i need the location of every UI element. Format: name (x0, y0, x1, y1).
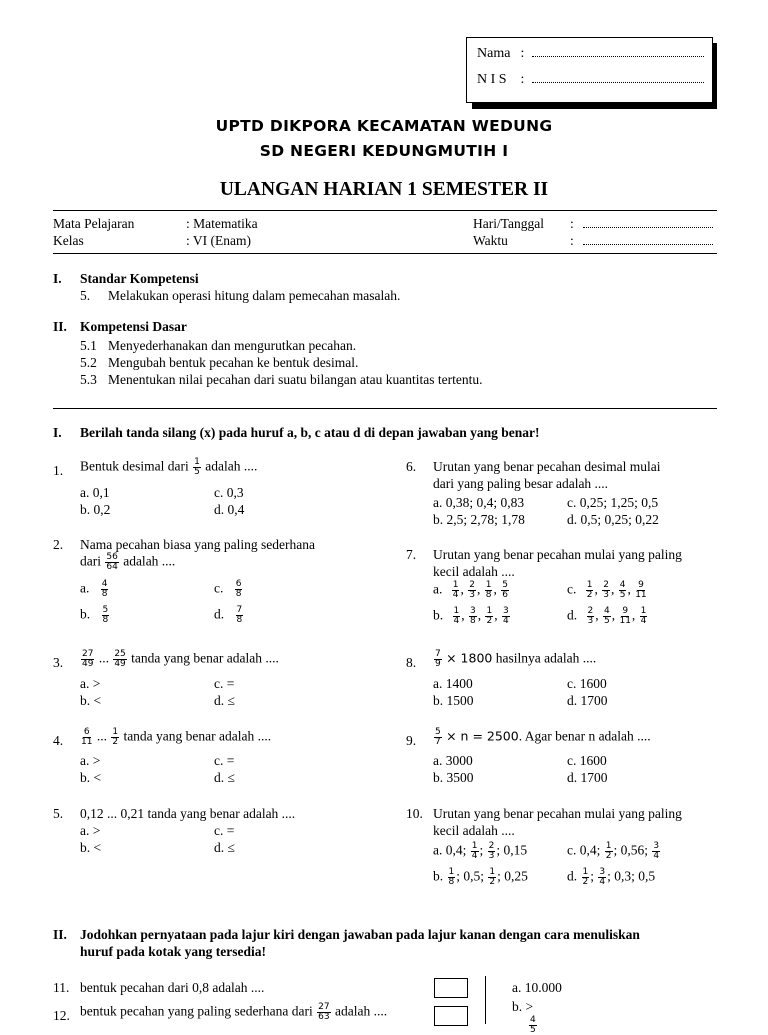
numerator: 2 (469, 580, 475, 590)
denominator: 64 (106, 562, 118, 572)
numerator: 1 (194, 457, 200, 467)
numerator: 1 (586, 580, 593, 590)
time-field[interactable] (583, 244, 713, 245)
q4-option-b[interactable]: b. < (80, 770, 102, 785)
answer-box-11[interactable] (434, 978, 468, 998)
q1-fraction (193, 458, 201, 477)
numerator: 1 (486, 606, 493, 616)
denominator: 4 (599, 877, 606, 887)
numerator: 5 (102, 605, 109, 615)
numerator: 56 (106, 552, 118, 562)
q6-option-a[interactable]: a. 0,38; 0,4; 0,83 (433, 495, 525, 510)
option-fraction (598, 868, 606, 887)
numerator: 7 (236, 605, 243, 615)
class-value: : VI (Enam) (186, 233, 251, 248)
q7-option-b[interactable]: b. $\frac{1}{4}$ , $\frac{3}{8}$ , $\frac{1}{2}$ , $\frac{3}{4}$ (433, 606, 509, 626)
q3-option-b[interactable]: b. < (80, 693, 102, 708)
kd-item-text: Menentukan nilai pecahan dari suatu bilangan atau kuantitas tertentu. (108, 372, 483, 387)
q9-fraction (434, 728, 442, 747)
q1-stem (80, 458, 257, 477)
q4-option-a[interactable]: a. > (80, 753, 101, 768)
option-part: ; 0,56; (613, 842, 649, 858)
nis-field[interactable] (532, 82, 704, 83)
q3-post: tanda yang benar adalah .... (131, 650, 279, 666)
q11-num: 11. (53, 980, 70, 995)
q1-option-a[interactable]: a. 0,1 (80, 485, 110, 500)
q12-pre: bentuk pecahan yang paling sederhana dari (80, 1003, 313, 1019)
option-label: c. (567, 581, 577, 597)
q3-fraction-1 (81, 650, 94, 669)
q7-option-d[interactable]: d. $\frac{2}{3}$ , $\frac{4}{5}$ , $\frac{9}{11}$ , $\frac{1}{4}$ (567, 606, 647, 626)
name-row (477, 46, 704, 62)
name-colon: : (520, 46, 525, 61)
q8-num: 8. (406, 655, 417, 670)
divider-top (53, 210, 717, 211)
part2-line1: Jodohkan pernyataan pada lajur kiri dengan jawaban pada lajur kanan dengan cara menuliskan (80, 927, 640, 942)
numerator: 1 (582, 867, 589, 877)
kd-item-text: Mengubah bentuk pecahan ke bentuk desimal. (108, 355, 359, 370)
divider-info (53, 253, 717, 254)
option-label: a. (433, 581, 443, 597)
numerator: 1 (471, 841, 478, 851)
numerator: 2 (488, 841, 495, 851)
q3-option-d[interactable]: d. ≤ (214, 693, 235, 708)
option-fraction (469, 607, 477, 626)
denominator: 9 (435, 659, 441, 669)
column-divider (485, 976, 486, 1024)
q1-option-b[interactable]: b. 0,2 (80, 502, 111, 517)
answer-b: b. > (512, 999, 534, 1014)
option-fraction (502, 607, 510, 626)
denominator: 8 (469, 616, 476, 626)
q6-option-c[interactable]: c. 0,25; 1,25; 0,5 (567, 495, 659, 510)
option-fraction (501, 581, 509, 600)
denominator: 4 (453, 616, 460, 626)
option-fraction (605, 842, 613, 861)
date-field[interactable] (583, 227, 713, 228)
time-row (570, 233, 713, 249)
q8-option-b[interactable]: b. 1500 (433, 693, 474, 708)
answer-box-12[interactable] (434, 1006, 468, 1026)
numerator: 1 (452, 580, 459, 590)
denominator: 4 (452, 590, 459, 600)
q7-line1: Urutan yang benar pecahan mulai yang paling (433, 547, 682, 562)
denominator: 11 (619, 616, 631, 626)
q7-line2: kecil adalah .... (433, 564, 515, 579)
q2-line1: Nama pecahan biasa yang paling sederhana (80, 537, 316, 552)
q4-post: tanda yang benar adalah .... (123, 728, 272, 744)
option-fraction (640, 607, 648, 626)
option-fraction (101, 580, 109, 599)
kd-item-text: Menyederhanakan dan mengurutkan pecahan. (108, 338, 357, 353)
numerator: 27 (82, 649, 94, 659)
option-fraction (468, 581, 476, 600)
q2-fraction (105, 553, 118, 572)
denominator: 63 (318, 1012, 330, 1022)
nis-colon: : (520, 72, 525, 87)
numerator: 7 (435, 649, 441, 659)
denominator: 11 (81, 737, 93, 747)
q9-option-a[interactable]: a. 3000 (433, 753, 473, 768)
q4-fraction-2 (111, 728, 119, 747)
numerator: 3 (469, 606, 476, 616)
q1-num: 1. (53, 463, 64, 478)
denominator: 5 (530, 1025, 536, 1035)
q9-option-c[interactable]: c. 1600 (567, 753, 607, 768)
denominator: 8 (235, 589, 242, 599)
q3-num: 3. (53, 655, 64, 670)
kd-item-num: 5.3 (80, 372, 97, 387)
part1-num: I. (53, 425, 62, 440)
q9-stem (433, 728, 651, 747)
identity-box (466, 37, 713, 103)
option-fraction (635, 581, 646, 600)
numerator: 9 (622, 606, 629, 616)
q9-num: 9. (406, 733, 417, 748)
denominator: 5 (194, 467, 200, 477)
subject-value: : Matematika (186, 216, 258, 231)
numerator: 3 (502, 606, 509, 616)
q8-stem (433, 650, 596, 669)
denominator: 4 (640, 616, 647, 626)
numerator: 6 (83, 727, 90, 737)
option-fraction (485, 581, 493, 600)
option-fraction (587, 607, 595, 626)
time-colon: : (570, 233, 574, 248)
q3-fraction-2 (113, 650, 126, 669)
q8-option-a[interactable]: a. 1400 (433, 676, 473, 691)
header-line2: SD NEGERI KEDUNGMUTIH I (259, 142, 509, 160)
q1-post: adalah .... (205, 458, 258, 474)
nis-row (477, 72, 704, 88)
q2-pre: dari (80, 553, 101, 569)
numerator: 1 (112, 727, 119, 737)
numerator: 1 (605, 841, 612, 851)
option-label: c. (214, 580, 224, 596)
q10-option-c[interactable] (567, 842, 661, 861)
q5-option-b[interactable]: b. < (80, 840, 102, 855)
denominator: 2 (605, 851, 612, 861)
q4-dots: ... (96, 728, 107, 744)
numerator: 1 (448, 867, 455, 877)
q11-text: bentuk pecahan dari 0,8 adalah .... (80, 980, 265, 995)
q1-option-d[interactable]: d. 0,4 (214, 502, 245, 517)
q10-line1: Urutan yang benar pecahan mulai yang paling (433, 806, 682, 821)
denominator: 8 (236, 615, 243, 625)
numerator: 6 (235, 579, 242, 589)
option-fraction (488, 842, 496, 861)
q1-option-c[interactable]: c. 0,3 (214, 485, 244, 500)
option-fraction (453, 607, 461, 626)
numerator: 4 (603, 606, 610, 616)
option-label: c. (567, 842, 577, 858)
numerator: 27 (318, 1002, 330, 1012)
option-fraction (452, 581, 460, 600)
q1-pre: Bentuk desimal dari (80, 458, 189, 474)
q10-option-a[interactable]: a. 0,4; $\frac{1}{4}$ ; $\frac{2}{3}$ ; 0,15 (433, 841, 528, 861)
option-part: ; 0,15 (496, 842, 528, 858)
q8-expression: × 1800 (446, 650, 493, 666)
option-fraction (471, 842, 479, 861)
numerator: 9 (638, 580, 644, 590)
q12-post: adalah .... (334, 1003, 388, 1019)
q7-num: 7. (406, 547, 417, 562)
numerator: 2 (587, 606, 594, 616)
denominator: 11 (635, 590, 647, 600)
q6-option-b[interactable]: b. 2,5; 2,78; 1,78 (433, 512, 525, 527)
kd-item-num: 5.2 (80, 355, 97, 370)
q7-option-c[interactable]: c. $\frac{1}{2}$ , $\frac{2}{3}$ , $\frac{4}{5}$ , $\frac{9}{11}$ (567, 580, 647, 600)
nis-label: N I S (477, 72, 507, 87)
q5-num: 5. (53, 806, 64, 821)
q2-num: 2. (53, 537, 64, 552)
denominator: 6 (502, 590, 508, 600)
denominator: 3 (603, 590, 609, 600)
q8-fraction (434, 650, 442, 669)
denominator: 7 (435, 737, 441, 747)
q2-option-d[interactable] (214, 606, 244, 625)
option-part: 0,4; (579, 842, 601, 858)
q4-fraction-1 (81, 728, 92, 747)
denominator: 2 (586, 590, 593, 600)
option-label: b. (433, 607, 444, 623)
denominator: 4 (502, 616, 509, 626)
q10-option-b[interactable] (433, 868, 528, 887)
sk-num: I. (53, 271, 62, 286)
option-fraction (102, 606, 110, 625)
header-line1: UPTD DIKPORA KECAMATAN WEDUNG (215, 117, 553, 135)
q8-post: hasilnya adalah .... (495, 650, 597, 666)
q12-fraction (317, 1003, 330, 1022)
denominator: 4 (653, 851, 660, 861)
q6-line2: dari yang paling besar adalah .... (433, 476, 609, 491)
numerator: 5 (435, 727, 441, 737)
q3-option-c[interactable]: c. = (214, 676, 235, 691)
date-colon: : (570, 216, 574, 231)
part2-line2: huruf pada kotak yang tersedia! (80, 944, 267, 959)
denominator: 5 (619, 590, 626, 600)
name-label: Nama (477, 46, 511, 61)
denominator: 4 (471, 851, 478, 861)
q8-option-d[interactable]: d. 1700 (567, 693, 608, 708)
option-part: ; 0,3; 0,5 (607, 868, 656, 884)
numerator: 4 (619, 580, 626, 590)
numerator: 1 (640, 606, 647, 616)
name-field[interactable] (532, 56, 704, 57)
option-label: a. (80, 580, 90, 596)
q5-option-a[interactable]: a. > (80, 823, 101, 838)
subject-label: Mata Pelajaran (53, 216, 135, 231)
denominator: 3 (469, 590, 475, 600)
answer-a: a. 10.000 (512, 980, 562, 995)
class-label: Kelas (53, 233, 84, 248)
q3-option-a[interactable]: a. > (80, 676, 101, 691)
kd-item-num: 5.1 (80, 338, 97, 353)
q8-option-c[interactable]: c. 1600 (567, 676, 607, 691)
option-fraction (448, 868, 456, 887)
option-fraction (619, 581, 627, 600)
sk-item-num: 5. (80, 288, 91, 303)
q10-line2: kecil adalah .... (433, 823, 515, 838)
date-row (570, 216, 713, 232)
time-label: Waktu (473, 233, 508, 248)
q4-num: 4. (53, 733, 64, 748)
q6-line1: Urutan yang benar pecahan desimal mulai (433, 459, 661, 474)
q10-option-d[interactable]: d. $\frac{1}{2}$ ; $\frac{3}{4}$ ; 0,3; 0,5 (567, 867, 656, 887)
denominator: 3 (587, 616, 594, 626)
option-label: d. (567, 868, 578, 884)
q9-expression: × n = 2500 (446, 728, 519, 744)
denominator: 49 (114, 659, 126, 669)
denominator: 8 (101, 589, 108, 599)
option-fraction (488, 868, 496, 887)
denominator: 3 (488, 851, 495, 861)
numerator: 1 (489, 867, 496, 877)
option-label: d. (214, 606, 225, 622)
q2-option-c[interactable] (214, 580, 243, 599)
q3-dots: ... (98, 650, 109, 666)
denominator: 2 (486, 616, 493, 626)
q9-option-b[interactable]: b. 3500 (433, 770, 474, 785)
q9-post: . Agar benar n adalah .... (518, 728, 651, 744)
option-fraction (602, 581, 610, 600)
numerator: 3 (653, 841, 660, 851)
sk-title: Standar Kompetensi (80, 271, 199, 286)
q2-option-a[interactable] (80, 580, 109, 599)
numerator: 3 (599, 867, 606, 877)
numerator: 1 (453, 606, 460, 616)
numerator: 2 (603, 580, 609, 590)
q2-option-b[interactable] (80, 606, 110, 625)
q4-stem (80, 728, 271, 747)
answer-fraction (529, 1016, 537, 1035)
option-fraction (652, 842, 660, 861)
q12-num: 12. (53, 1008, 70, 1023)
kd-num: II. (53, 319, 67, 334)
option-part: ; 0,25 (497, 868, 528, 884)
q3-stem (80, 650, 279, 669)
option-fraction (586, 581, 594, 600)
numerator: 4 (101, 579, 108, 589)
denominator: 2 (489, 877, 496, 887)
exam-title: ULANGAN HARIAN 1 SEMESTER II (219, 179, 549, 200)
kd-title: Kompetensi Dasar (80, 319, 187, 334)
q2-post: adalah .... (123, 553, 176, 569)
q4-option-d[interactable]: d. ≤ (214, 770, 235, 785)
numerator: 5 (502, 580, 508, 590)
q2-line2 (80, 553, 175, 572)
option-label: b. (433, 868, 444, 884)
q5-stem: 0,12 ... 0,21 tanda yang benar adalah .... (80, 806, 296, 821)
answer-c-fraction (528, 1016, 538, 1035)
option-fraction (582, 868, 590, 887)
q10-num: 10. (406, 806, 423, 821)
q5-option-d[interactable]: d. ≤ (214, 840, 235, 855)
q4-option-c[interactable]: c. = (214, 753, 235, 768)
q5-option-c[interactable]: c. = (214, 823, 235, 838)
option-fraction (619, 607, 630, 626)
option-part: 0,4; (445, 842, 467, 858)
option-label: d. (567, 607, 578, 623)
denominator: 8 (485, 590, 492, 600)
option-label: b. (80, 606, 91, 622)
option-fraction (236, 606, 244, 625)
q9-option-d[interactable]: d. 1700 (567, 770, 608, 785)
date-label: Hari/Tanggal (473, 216, 545, 231)
option-fraction (235, 580, 243, 599)
numerator: 25 (114, 649, 126, 659)
numerator: 4 (530, 1015, 536, 1025)
q7-option-a[interactable]: a. $\frac{1}{4}$ , $\frac{2}{3}$ , $\frac{1}{8}$ , $\frac{5}{6}$ (433, 580, 508, 600)
denominator: 49 (82, 659, 94, 669)
denominator: 5 (603, 616, 610, 626)
option-label: a. (433, 842, 443, 858)
denominator: 8 (448, 877, 455, 887)
denominator: 8 (102, 615, 109, 625)
denominator: 2 (112, 737, 119, 747)
option-fraction (485, 607, 493, 626)
numerator: 1 (485, 580, 492, 590)
divider-main (53, 408, 717, 409)
sk-item-text: Melakukan operasi hitung dalam pemecahan masalah. (108, 288, 401, 303)
part1-instruction: Berilah tanda silang (x) pada huruf a, b, c atau d di depan jawaban yang benar! (80, 425, 540, 440)
denominator: 2 (582, 877, 589, 887)
option-part: ; 0,5; (456, 868, 484, 884)
q6-option-d[interactable]: d. 0,5; 0,25; 0,22 (567, 512, 659, 527)
q12-text (80, 1003, 387, 1022)
option-fraction (603, 607, 611, 626)
part2-num: II. (53, 927, 67, 942)
q6-num: 6. (406, 459, 417, 474)
